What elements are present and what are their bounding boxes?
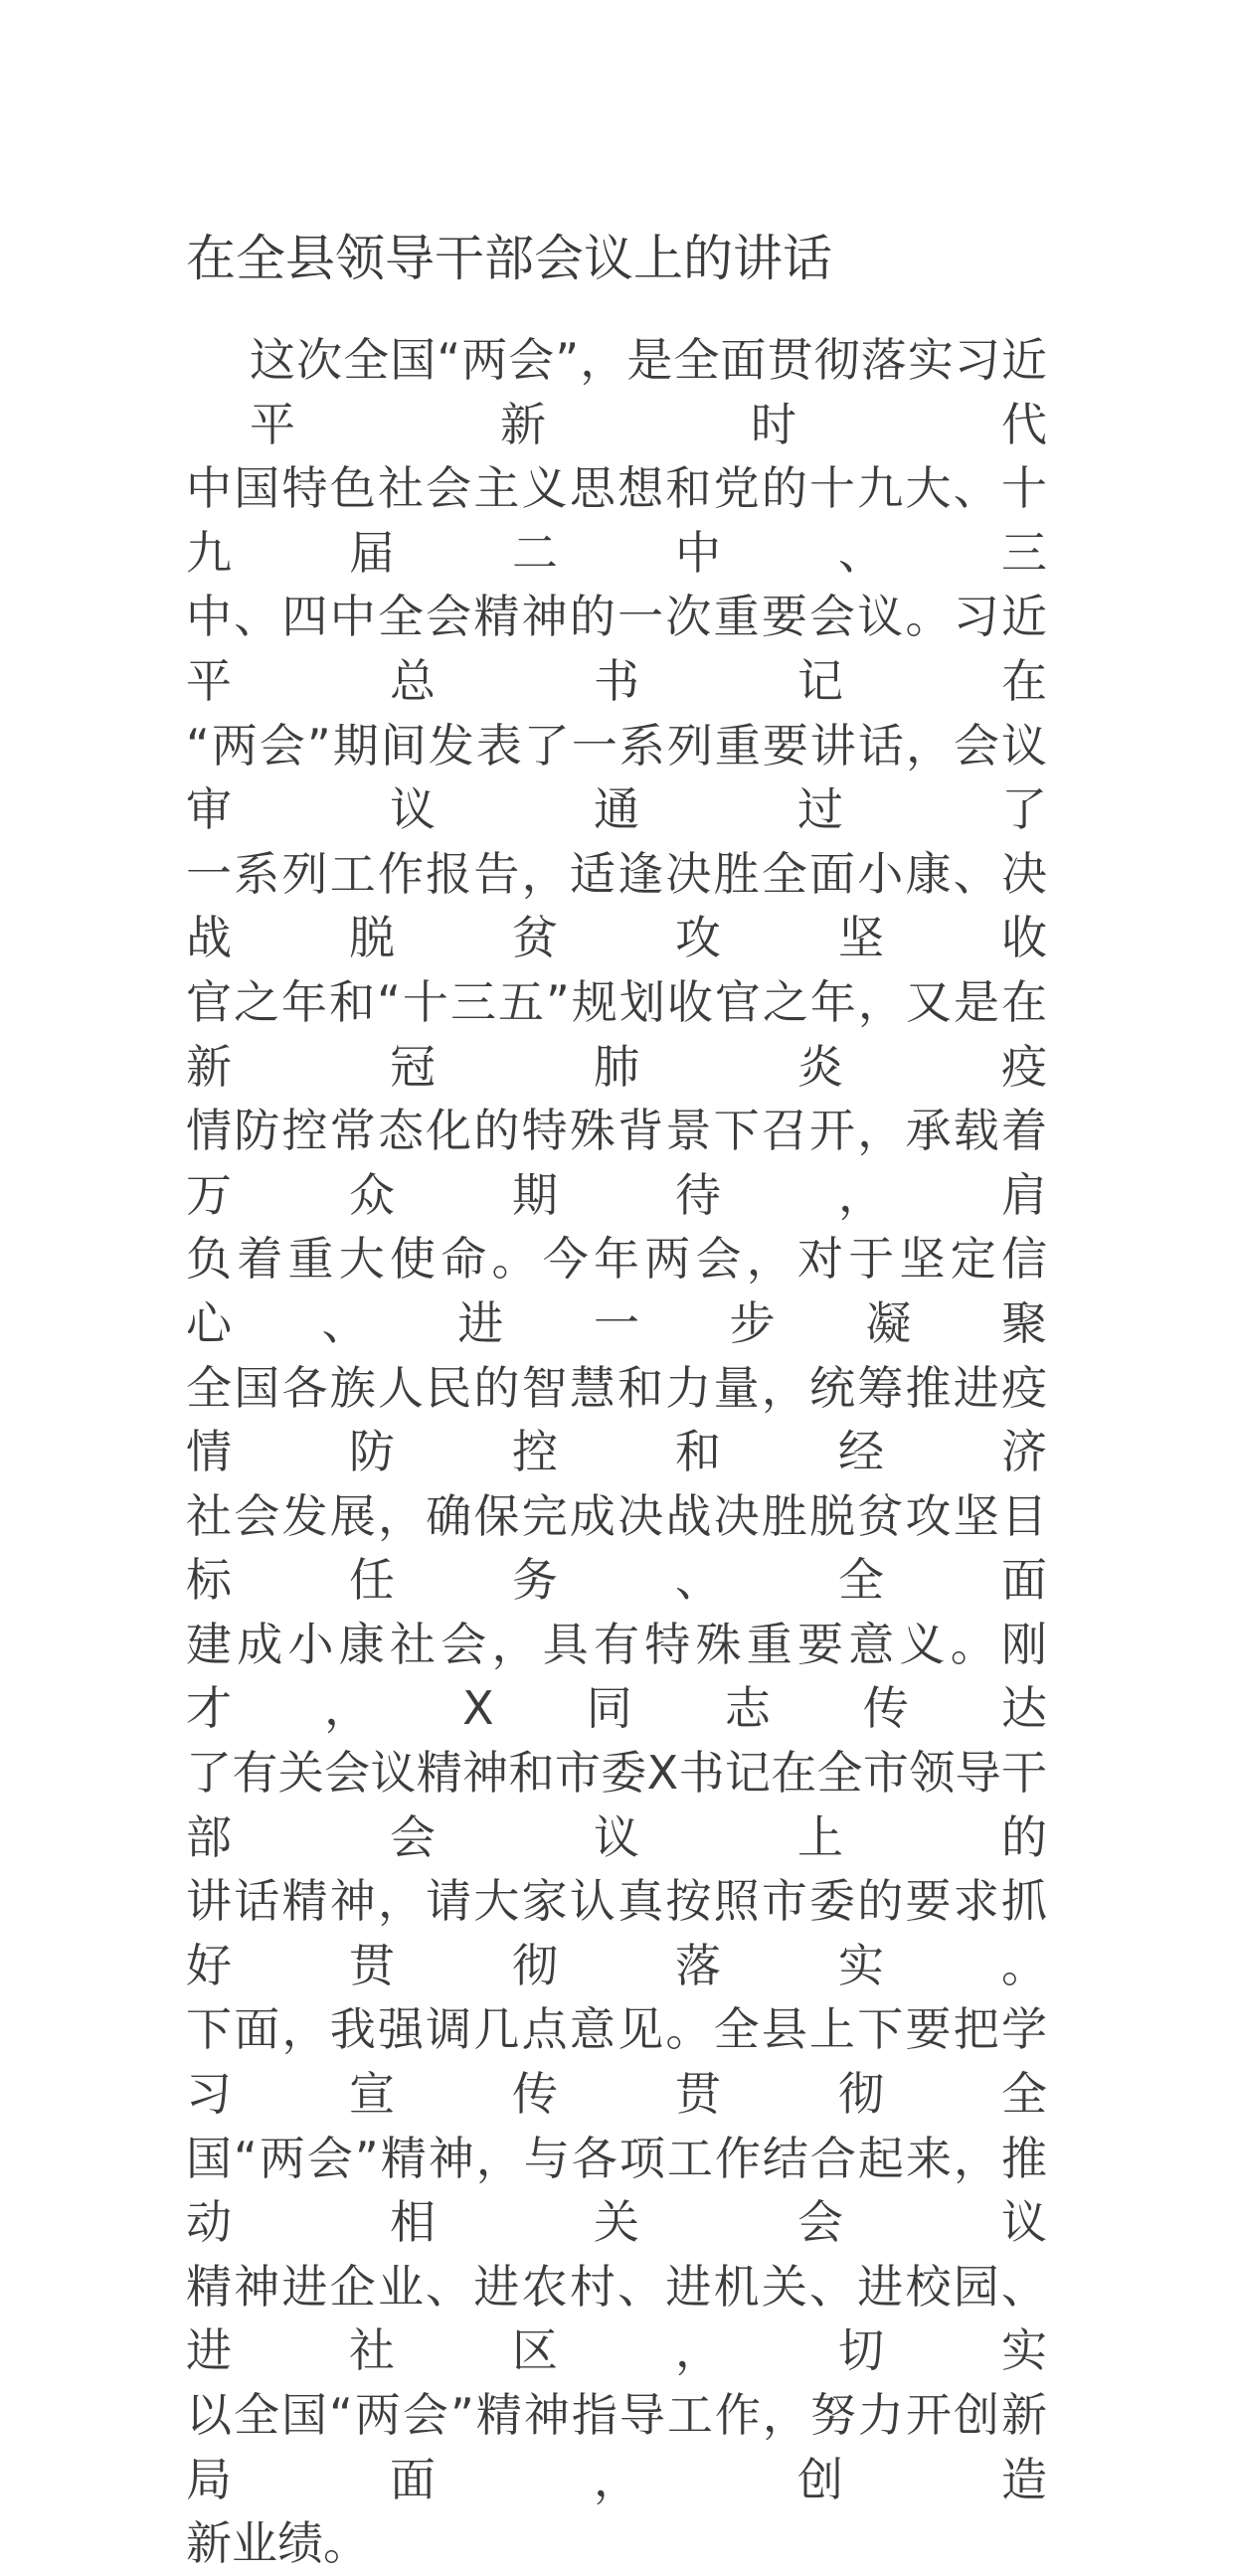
paragraph-line: 全国各族人民的智慧和力量，统筹推进疫情防控和经济 <box>186 1360 1047 1479</box>
paragraph-line: 情防控常态化的特殊背景下召开，承载着万众期待，肩 <box>186 1104 1047 1222</box>
paragraph-line: 这次全国“两会”，是全面贯彻落实习近平新时代 <box>250 333 1047 451</box>
paragraph-line: 国“两会”精神，与各项工作结合起来，推动相关会议 <box>186 2131 1047 2250</box>
paragraph-line: 负着重大使命。今年两会，对于坚定信心、进一步凝聚 <box>186 1232 1047 1350</box>
paragraph-line: “两会”期间发表了一系列重要讲话，会议审议通过了 <box>186 718 1047 837</box>
paragraph-line: 讲话精神，请大家认真按照市委的要求抓好贯彻落实。 <box>186 1874 1047 1992</box>
paragraph-line: 一系列工作报告，适逢决胜全面小康、决战脱贫攻坚收 <box>186 846 1047 965</box>
paragraph-line: 官之年和“十三五”规划收官之年，又是在新冠肺炎疫 <box>186 974 1047 1094</box>
paragraph-line: 了有关会议精神和市委X书记在全市领导干部会议上的 <box>186 1746 1047 1864</box>
document-body <box>186 328 1047 2576</box>
paragraph-line: 精神进企业、进农村、进机关、进校园、进社区，切实 <box>186 2259 1047 2378</box>
paragraph-line: 以全国“两会”精神指导工作，努力开创新局面，创造 <box>186 2388 1047 2506</box>
document-title: 在全县领导干部会议上的讲话 <box>186 230 832 287</box>
paragraph-line: 新业绩。 <box>186 2516 369 2571</box>
paragraph-line: 下面，我强调几点意见。全县上下要把学习宣传贯彻全 <box>186 2002 1047 2122</box>
paragraph-line: 建成小康社会，具有特殊重要意义。刚才，X同志传达 <box>186 1617 1047 1736</box>
paragraph-line: 社会发展，确保完成决战决胜脱贫攻坚目标任务、全面 <box>186 1488 1047 1608</box>
paragraph-line: 中国特色社会主义思想和党的十九大、十九届二中、三 <box>186 461 1047 580</box>
paragraph-line: 中、四中全会精神的一次重要会议。习近平总书记在 <box>186 590 1047 708</box>
